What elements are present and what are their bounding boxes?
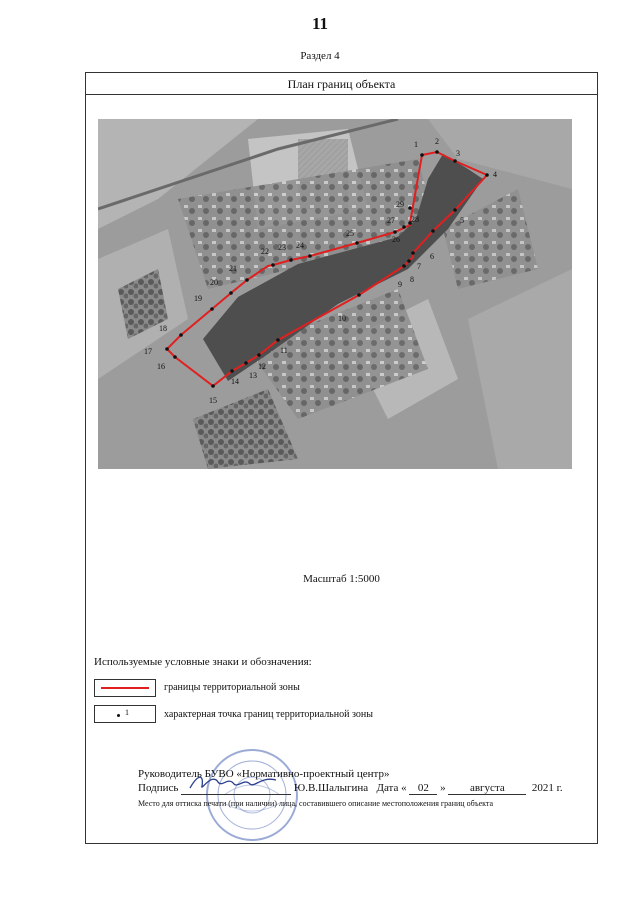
point-label: 28	[411, 215, 419, 224]
point-label: 3	[456, 149, 460, 158]
boundary-point	[211, 384, 215, 388]
map-svg	[98, 119, 572, 469]
point-label: 29	[396, 200, 404, 209]
point-label: 22	[261, 247, 269, 256]
point-label: 19	[194, 294, 202, 303]
boundary-point	[244, 361, 248, 365]
point-label: 6	[430, 252, 434, 261]
boundary-point	[165, 347, 169, 351]
legend-title: Используемые условные знаки и обозначения:	[94, 656, 312, 668]
date-close-quote: »	[440, 782, 446, 794]
point-label: 11	[280, 346, 288, 355]
boundary-point	[289, 258, 293, 262]
boundary-point	[210, 307, 214, 311]
boundary-point	[230, 369, 234, 373]
boundary-point	[179, 333, 183, 337]
boundary-point	[393, 230, 397, 234]
point-label: 8	[410, 275, 414, 284]
legend-point-sample: 1	[125, 708, 129, 717]
signer-name: Ю.В.Шалыгина	[293, 782, 369, 794]
point-label: 21	[229, 264, 237, 273]
point-label: 23	[278, 243, 286, 252]
boundary-point	[435, 150, 439, 154]
boundary-point	[431, 229, 435, 233]
date-year: 2021 г.	[531, 782, 563, 794]
boundary-point	[402, 264, 406, 268]
date-day: 02	[409, 782, 437, 795]
boundary-point	[453, 208, 457, 212]
boundary-point	[229, 291, 233, 295]
satellite-map	[98, 119, 572, 469]
legend-point-label: характерная точка границ территориальной зоны	[164, 709, 373, 720]
signature-line	[138, 782, 563, 795]
boundary-point	[453, 159, 457, 163]
plan-frame	[85, 72, 598, 844]
boundary-point	[245, 278, 249, 282]
point-label: 24	[296, 241, 304, 250]
point-label: 16	[157, 362, 165, 371]
boundary-point	[420, 153, 424, 157]
boundary-point	[485, 173, 489, 177]
point-label: 18	[159, 324, 167, 333]
boundary-point	[308, 254, 312, 258]
boundary-point	[402, 225, 406, 229]
signature-caption: Подпись	[138, 782, 179, 794]
stamp-note: Место для оттиска печати (при наличии) лица, составившего описание местоположения границ объекта	[138, 799, 494, 808]
date-label: Дата «	[376, 782, 407, 794]
point-label: 5	[460, 216, 464, 225]
boundary-point	[357, 293, 361, 297]
point-label: 10	[338, 314, 346, 323]
boundary-point	[355, 241, 359, 245]
signature-blank	[181, 782, 291, 795]
point-dot-symbol	[117, 714, 120, 717]
boundary-line-symbol	[101, 687, 149, 689]
legend-point-symbol	[94, 705, 156, 723]
boundary-point	[276, 338, 280, 342]
boundary-point	[411, 251, 415, 255]
point-label: 20	[210, 278, 218, 287]
point-label: 26	[392, 235, 400, 244]
plan-title: План границ объекта	[86, 73, 597, 95]
point-label: 2	[435, 137, 439, 146]
boundary-point	[407, 259, 411, 263]
boundary-point	[408, 206, 412, 210]
point-label: 9	[398, 280, 402, 289]
scale-label: Масштаб 1:5000	[303, 573, 380, 585]
boundary-point	[257, 353, 261, 357]
date-month: августа	[448, 782, 526, 795]
boundary-point	[271, 263, 275, 267]
legend-boundary-symbol	[94, 679, 156, 697]
point-label: 4	[493, 170, 497, 179]
legend-boundary-label: границы территориальной зоны	[164, 682, 300, 693]
signature-header: Руководитель БУВО «Нормативно-проектный центр»	[138, 768, 390, 780]
point-label: 7	[417, 262, 421, 271]
point-label: 13	[249, 371, 257, 380]
point-label: 1	[414, 140, 418, 149]
point-label: 14	[231, 377, 239, 386]
page-number: 11	[311, 14, 329, 33]
stamp-seal	[204, 747, 300, 843]
point-label: 25	[346, 229, 354, 238]
boundary-point	[173, 355, 177, 359]
point-label: 17	[144, 347, 152, 356]
point-label: 27	[387, 216, 395, 225]
point-label: 15	[209, 396, 217, 405]
section-label: Раздел 4	[300, 50, 340, 62]
point-label: 12	[258, 362, 266, 371]
